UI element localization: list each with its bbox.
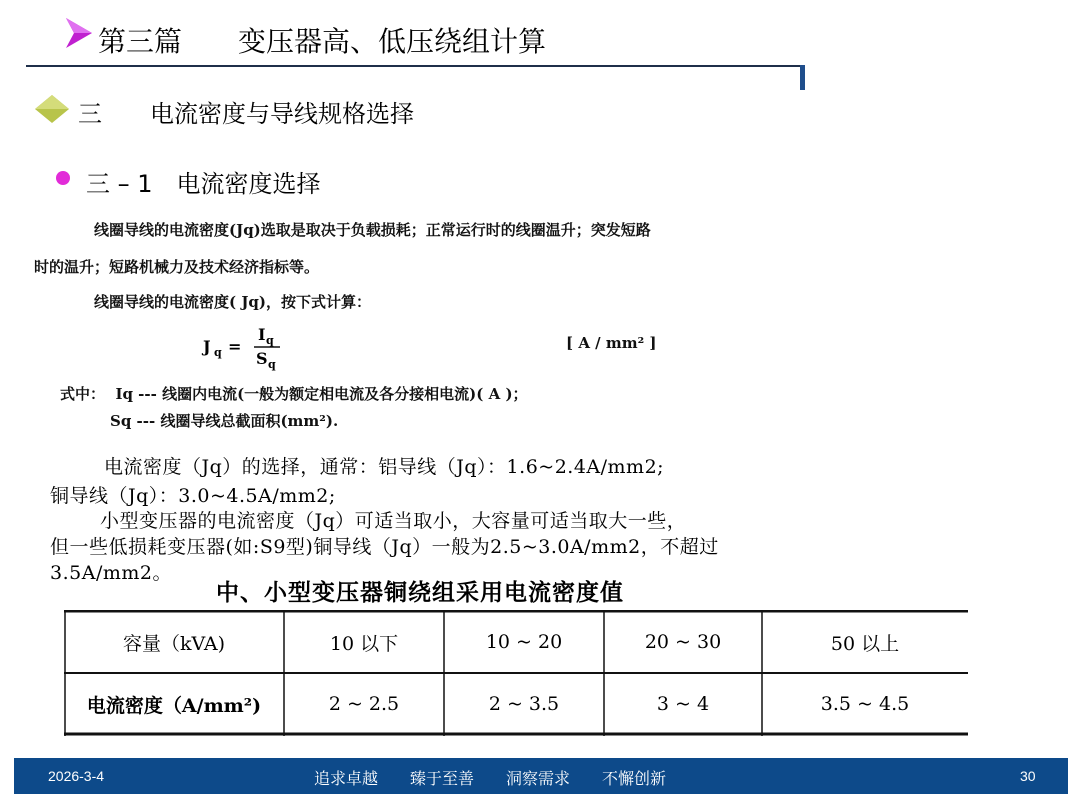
arrow-bullet-icon: [64, 16, 94, 50]
subsection-heading: 三 – 1 电流密度选择: [86, 170, 321, 198]
column-header: 10 ~ 20: [485, 631, 563, 653]
formula-equals: =: [228, 337, 242, 356]
table-cell: 2 ~ 3.5: [488, 693, 560, 715]
table-cell: 3 ~ 4: [656, 693, 710, 715]
page-title: 第三篇 变压器高、低压绕组计算: [98, 25, 547, 58]
table-cell: 2 ~ 2.5: [328, 693, 400, 715]
formula-denominator-sub: q: [268, 358, 276, 371]
diamond-bullet-icon: [34, 94, 70, 124]
formula-denominator: S: [256, 349, 268, 368]
column-header: 50 以上: [830, 632, 900, 655]
typed-line-2: 铜导线（Jq）：3.0~4.5A/mm2;: [50, 485, 336, 507]
typed-line-5: 3.5A/mm2。: [50, 562, 172, 584]
where-line-1: 式中： Iq --- 线圈内电流(一般为额定相电流及各分接相电流)( A )；: [60, 385, 528, 403]
formula-unit: [ A / mm² ]: [566, 334, 657, 352]
formula-numerator-sub: q: [266, 334, 274, 347]
scan-line-3: 线圈导线的电流密度( Jq)，按下式计算：: [94, 293, 372, 311]
typed-line-4: 但一些低损耗变压器(如:S9型)铜导线（Jq）一般为2.5~3.0A/mm2，不超过: [50, 536, 719, 558]
footer-motto: 追求卓越 臻于至善 洞察需求 不懈创新: [314, 769, 667, 788]
column-header: 10 以下: [329, 632, 399, 655]
footer-date: 2026-3-4: [48, 768, 105, 784]
typed-line-3: 小型变压器的电流密度（Jq）可适当取小，大容量可适当取大一些，: [100, 510, 687, 532]
row-header-density: 电流密度（A/mm²): [86, 694, 262, 717]
round-bullet-icon: [56, 171, 70, 185]
title-divider: [26, 65, 804, 67]
scan-line-2: 时的温升；短路机械力及技术经济指标等。: [34, 258, 320, 276]
table-title: 中、小型变压器铜绕组采用电流密度值: [216, 580, 624, 606]
formula-lhs-sub: q: [214, 346, 222, 359]
current-density-table: [64, 610, 968, 736]
formula-numerator: I: [258, 325, 266, 344]
table-cell: 3.5 ~ 4.5: [820, 693, 910, 715]
where-line-2: Sq --- 线圈导线总截面积(mm²).: [110, 412, 339, 430]
scan-line-1: 线圈导线的电流密度(Jq)选取是取决于负载损耗；正常运行时的线圈温升；突发短路: [94, 221, 651, 239]
section-heading: 三 电流密度与导线规格选择: [78, 100, 414, 128]
column-header: 20 ~ 30: [644, 631, 722, 653]
footer-bar: [14, 758, 1068, 794]
title-divider-end: [800, 65, 805, 90]
typed-line-1: 电流密度（Jq）的选择，通常：铝导线（Jq）：1.6~2.4A/mm2;: [104, 456, 665, 478]
page-number: 30: [1020, 768, 1036, 784]
formula-lhs: J: [203, 337, 211, 356]
row-header-capacity: 容量（kVA): [122, 632, 226, 655]
